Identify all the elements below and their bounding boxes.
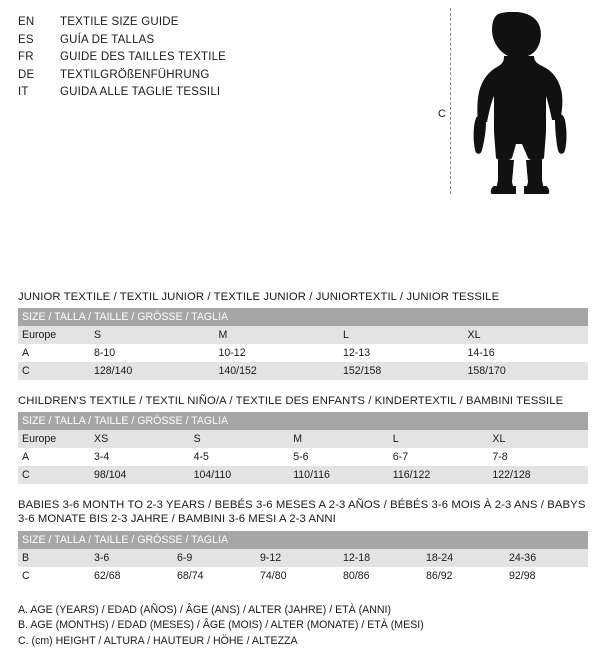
band-label: SIZE / TALLA / TAILLE / GRÖSSE / TAGLIA — [18, 412, 588, 430]
cell: 24-36 — [505, 549, 588, 567]
table-row — [18, 466, 588, 484]
cell: M — [289, 430, 389, 448]
page-title-es: GUÍA DE TALLAS — [60, 32, 588, 50]
cell: 104/110 — [190, 466, 290, 484]
table-row — [18, 430, 588, 448]
cell: 122/128 — [488, 466, 588, 484]
cell: 14-16 — [464, 344, 589, 362]
babies-size-table — [18, 531, 588, 585]
table-row — [18, 567, 588, 585]
legend-line-age-months: B. AGE (MONTHS) / EDAD (MESES) / ÂGE (MOIS) / ALTER (MONATE) / ETÀ (MESI) — [18, 618, 588, 634]
section-title: BABIES 3-6 MONTH TO 2-3 YEARS / BEBÉS 3-6 MESES A 2-3 AÑOS / BÉBÉS 3-6 MOIS À 2-3 ANS / BABYS 3-6 MONATE BIS 2-3 JAHRE / BAMBINI 3-6 MESI A 2-3 ANNI — [18, 498, 588, 527]
cell: 98/104 — [90, 466, 190, 484]
page-title: TEXTILE SIZE GUIDE — [60, 14, 588, 32]
cell: 68/74 — [173, 567, 256, 585]
band-label: SIZE / TALLA / TAILLE / GRÖSSE / TAGLIA — [18, 308, 588, 326]
row-label: C — [18, 567, 90, 585]
cell: 3-4 — [90, 448, 190, 466]
cell: 80/86 — [339, 567, 422, 585]
cell: 74/80 — [256, 567, 339, 585]
height-dashed-line — [450, 8, 451, 194]
cell: 9-12 — [256, 549, 339, 567]
band-label: SIZE / TALLA / TAILLE / GRÖSSE / TAGLIA — [18, 531, 588, 549]
cell: 140/152 — [215, 362, 340, 380]
cell: S — [90, 326, 215, 344]
legend-line-height: C. (cm) HEIGHT / ALTURA / HAUTEUR / HÖHE / ALTEZZA — [18, 634, 588, 649]
section-title: CHILDREN'S TEXTILE / TEXTIL NIÑO/A / TEXTILE DES ENFANTS / KINDERTEXTIL / BAMBINI TESSILE — [18, 394, 588, 408]
height-measurement-figure — [438, 8, 578, 198]
language-code: FR — [18, 49, 60, 67]
cell: 3-6 — [90, 549, 173, 567]
language-code: ES — [18, 32, 60, 50]
cell: 158/170 — [464, 362, 589, 380]
section-childrens-textile — [18, 394, 588, 484]
junior-size-table — [18, 308, 588, 380]
cell: 10-12 — [215, 344, 340, 362]
cell: M — [215, 326, 340, 344]
row-label: C — [18, 362, 90, 380]
section-title: JUNIOR TEXTILE / TEXTIL JUNIOR / TEXTILE JUNIOR / JUNIORTEXTIL / JUNIOR TESSILE — [18, 290, 588, 304]
page-title-it: GUIDA ALLE TAGLIE TESSILI — [60, 84, 588, 102]
table-band-row — [18, 412, 588, 430]
cell: 18-24 — [422, 549, 505, 567]
table-band-row — [18, 308, 588, 326]
cell: 8-10 — [90, 344, 215, 362]
section-babies-textile — [18, 498, 588, 585]
cell: 92/98 — [505, 567, 588, 585]
childrens-size-table — [18, 412, 588, 484]
legend-block — [18, 603, 588, 649]
cell: 5-6 — [289, 448, 389, 466]
cell: 110/116 — [289, 466, 389, 484]
language-code-column — [18, 14, 60, 102]
page-title-de: TEXTILGRÖßENFÜHRUNG — [60, 67, 588, 85]
row-label: B — [18, 549, 90, 567]
section-junior-textile — [18, 290, 588, 380]
row-label: A — [18, 448, 90, 466]
cell: XL — [488, 430, 588, 448]
page-title-fr: GUIDE DES TAILLES TEXTILE — [60, 49, 588, 67]
row-label: Europe — [18, 326, 90, 344]
cell: XL — [464, 326, 589, 344]
cell: 7-8 — [488, 448, 588, 466]
language-code: EN — [18, 14, 60, 32]
table-row — [18, 344, 588, 362]
cell: 6-7 — [389, 448, 489, 466]
cell: 152/158 — [339, 362, 464, 380]
language-code: DE — [18, 67, 60, 85]
row-label: C — [18, 466, 90, 484]
legend-line-age-years: A. AGE (YEARS) / EDAD (AÑOS) / ÂGE (ANS) / ALTER (JAHRE) / ETÀ (ANNI) — [18, 603, 588, 619]
cell: 12-18 — [339, 549, 422, 567]
table-row — [18, 326, 588, 344]
cell: 128/140 — [90, 362, 215, 380]
table-row — [18, 362, 588, 380]
table-row — [18, 549, 588, 567]
cell: S — [190, 430, 290, 448]
cell: 116/122 — [389, 466, 489, 484]
height-measure-label: C — [438, 108, 446, 120]
toddler-silhouette-icon — [464, 12, 576, 196]
table-band-row — [18, 531, 588, 549]
cell: 4-5 — [190, 448, 290, 466]
cell: L — [339, 326, 464, 344]
cell: XS — [90, 430, 190, 448]
cell: 62/68 — [90, 567, 173, 585]
language-code: IT — [18, 84, 60, 102]
row-label: Europe — [18, 430, 90, 448]
cell: 86/92 — [422, 567, 505, 585]
cell: 6-9 — [173, 549, 256, 567]
cell: 12-13 — [339, 344, 464, 362]
cell: L — [389, 430, 489, 448]
table-row — [18, 448, 588, 466]
row-label: A — [18, 344, 90, 362]
